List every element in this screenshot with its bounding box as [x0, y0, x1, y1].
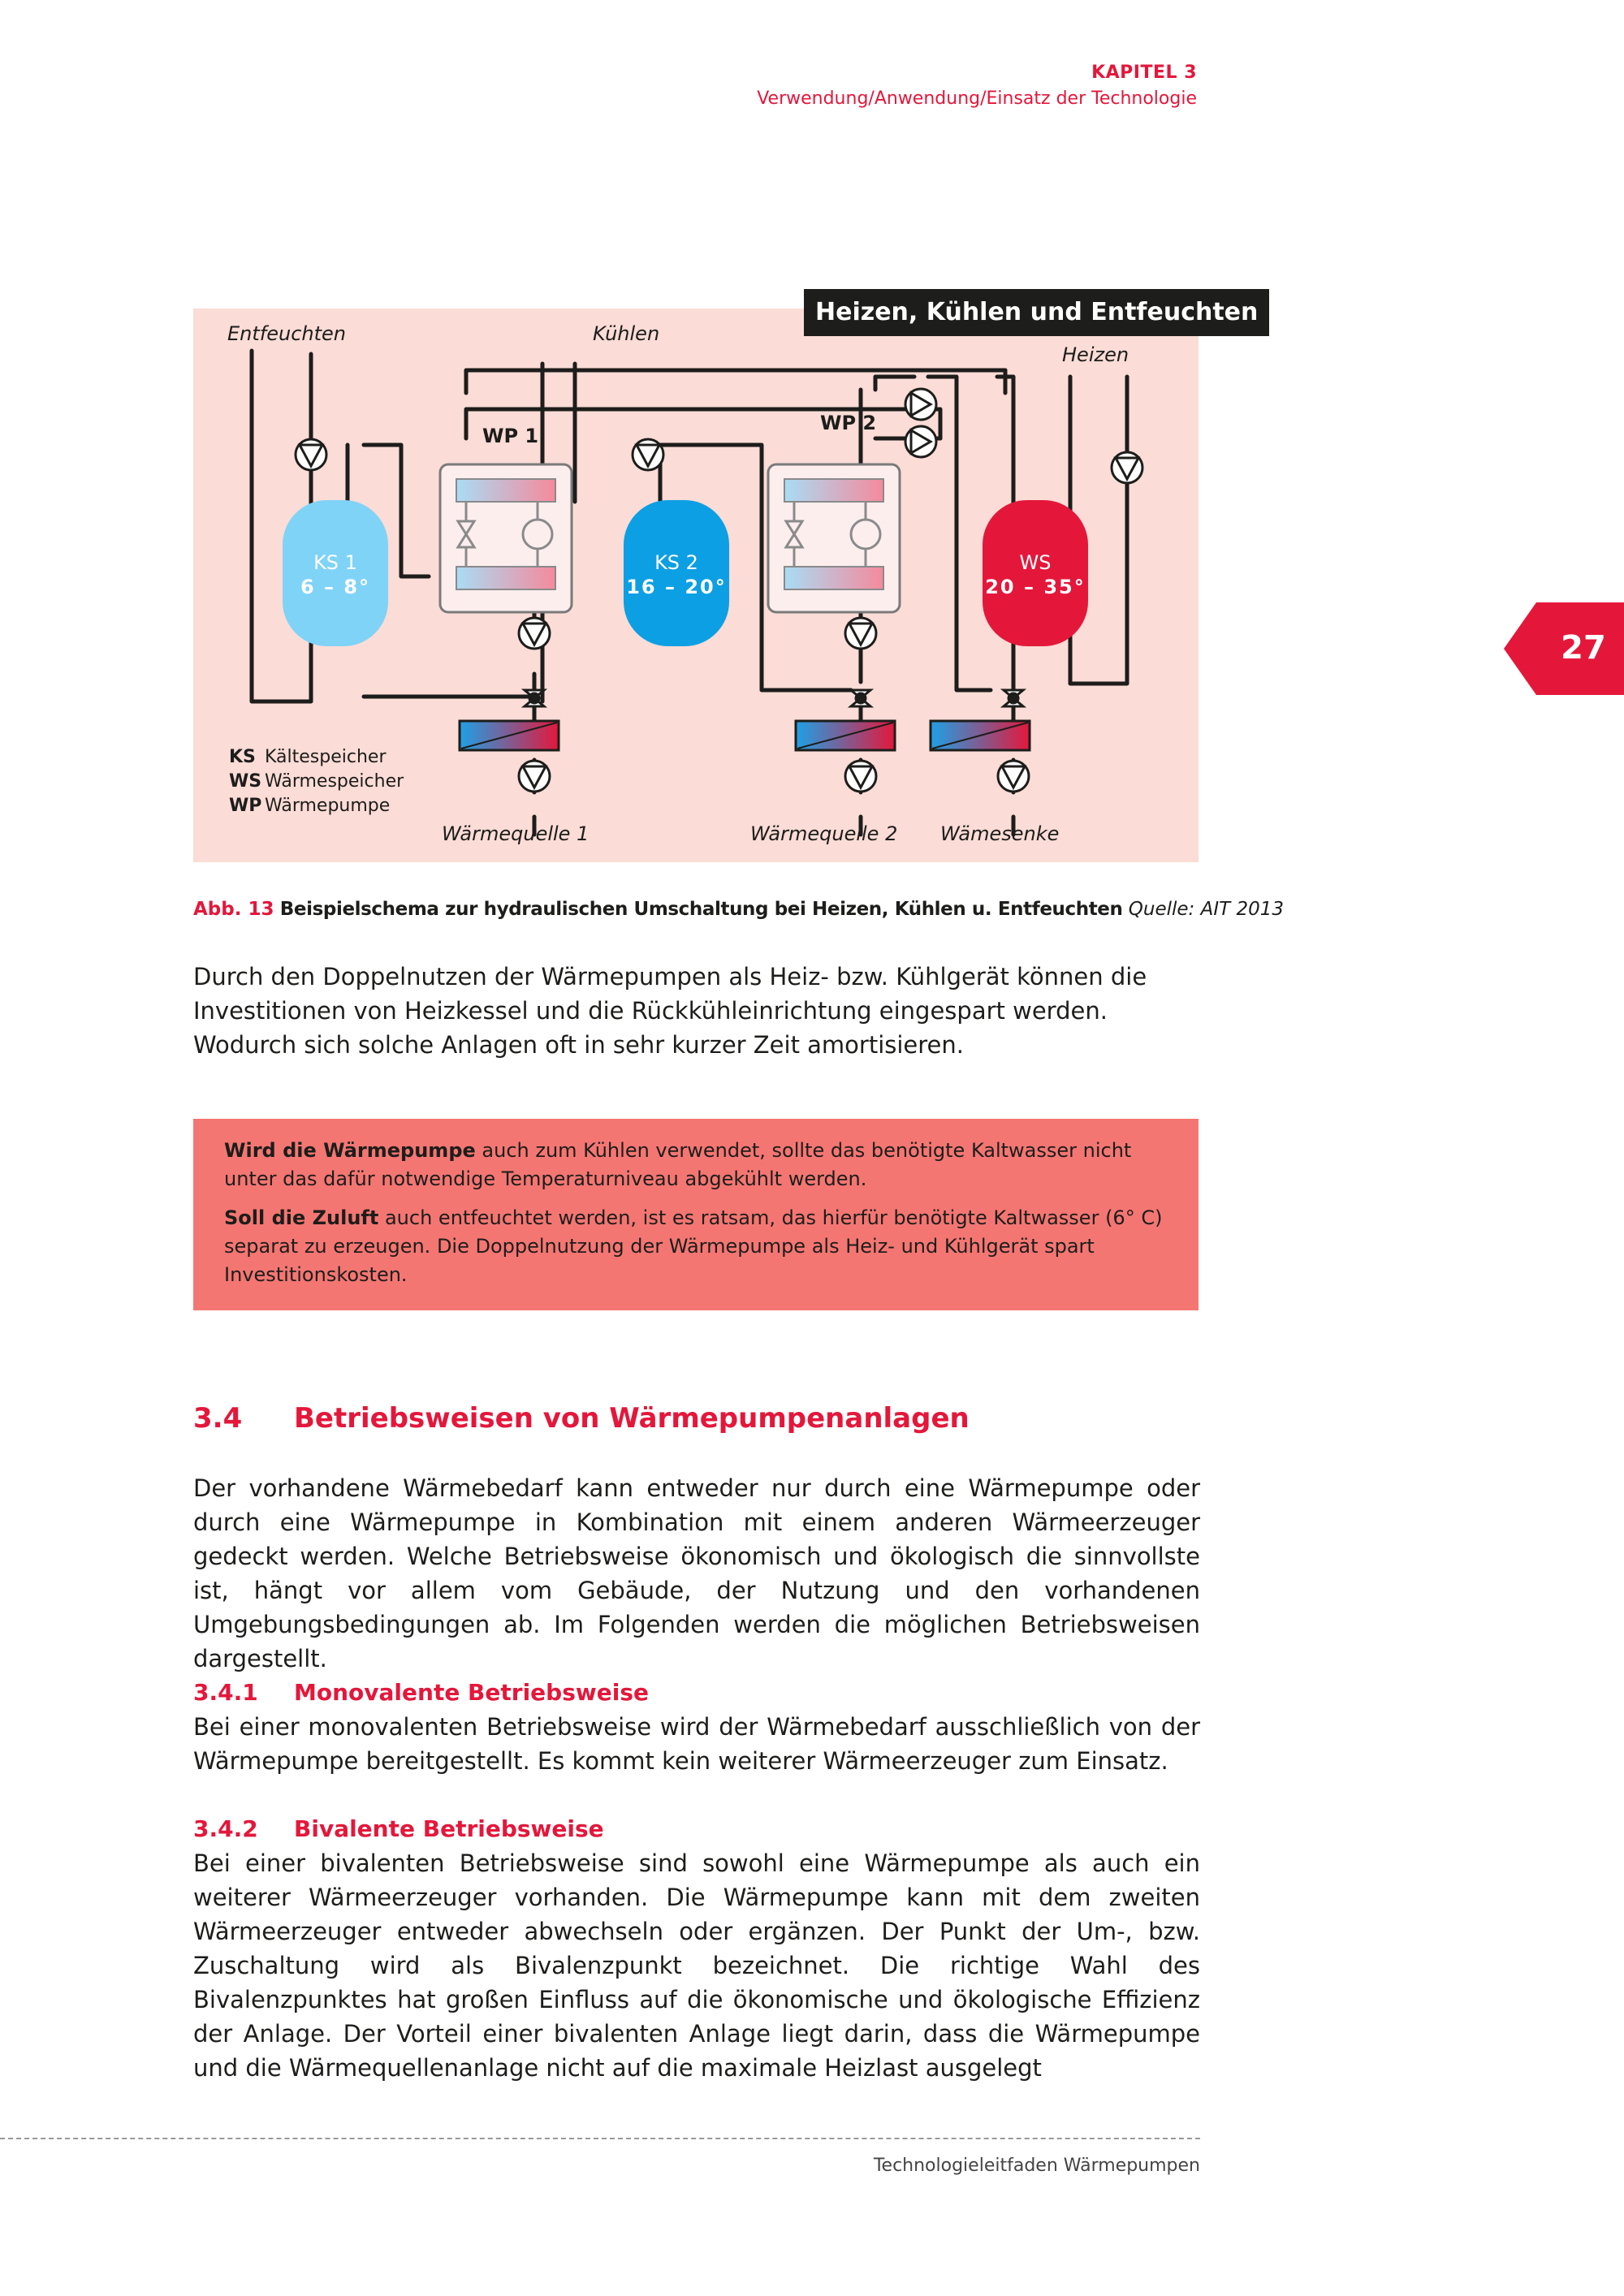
subsection-1-title: Monovalente Betriebsweise — [294, 1679, 649, 1706]
footer-title: Technologieleitfaden Wärmepumpen — [873, 2156, 1200, 2176]
tank-ks1-name: KS 1 — [313, 551, 357, 574]
page-number: 27 — [1561, 629, 1606, 667]
label-entfeuchten: Entfeuchten — [227, 322, 347, 345]
label-kuehlen: Kühlen — [593, 322, 660, 345]
legend-item — [229, 794, 404, 818]
tank-ws-temp: 20 – 35° — [985, 576, 1086, 598]
page-number-tab — [1504, 602, 1624, 695]
caption-source: Quelle: AIT 2013 — [1128, 899, 1285, 920]
subsection-1-number: 3.4.1 — [193, 1679, 258, 1706]
running-header — [757, 60, 1197, 112]
label-wp2: WP 2 — [820, 412, 877, 434]
legend-item — [229, 770, 404, 794]
note-2-bold: Soll die Zuluft — [224, 1206, 379, 1229]
tank-ks1-label — [283, 550, 388, 599]
wp2-unit — [768, 464, 900, 612]
figure-caption — [193, 896, 1285, 922]
note-box — [193, 1119, 1199, 1310]
note-paragraph-1 — [224, 1137, 1168, 1193]
tank-ks1-temp: 6 – 8° — [300, 576, 371, 598]
legend-text: Wärmespeicher — [265, 771, 404, 792]
note-1-bold: Wird die Wärmepumpe — [224, 1139, 476, 1162]
chapter-label: KAPITEL 3 — [1091, 63, 1197, 83]
chapter-subtitle: Verwendung/Anwendung/Einsatz der Technologie — [757, 88, 1197, 109]
figure-legend — [229, 745, 404, 818]
figure-title: Heizen, Kühlen und Entfeuchten — [804, 289, 1269, 336]
legend-abbr: WS — [229, 771, 262, 792]
subsection-heading-2 — [193, 1812, 604, 1846]
hydraulic-schematic-figure — [193, 298, 1259, 862]
note-paragraph-2 — [224, 1204, 1168, 1289]
label-heizen: Heizen — [1062, 343, 1129, 366]
subsection-heading-1 — [193, 1676, 649, 1710]
tank-ws-name: WS — [1019, 551, 1052, 574]
note-2-text: auch entfeuchtet werden, ist es ratsam, das hierfür benötigte Kaltwasser (6° C) separat zu erzeugen. Die Doppelnutzung der Wärmepumpe als Heiz- und Kühlgerät spart Investitionskosten. — [224, 1206, 1163, 1286]
three-way-valves — [525, 690, 1023, 706]
legend-abbr: KS — [229, 747, 256, 767]
legend-text: Wärmepumpe — [265, 796, 391, 816]
legend-text: Kältespeicher — [265, 747, 387, 767]
pipe-ws-wp2 — [928, 377, 991, 690]
note-1-text: auch zum Kühlen verwendet, sollte das benötigte Kaltwasser nicht unter das dafür notwendige Temperaturniveau abgekühlt werden. — [224, 1139, 1132, 1190]
subsection-2-paragraph: Bei einer bivalenten Betriebsweise sind sowohl eine Wärmepumpe als auch ein weiterer Wärmeerzeuger vorhanden. Die Wärmepumpe kann mit dem zweiten Wärmeerzeuger entweder abwechseln oder ergänzen. Der Punkt der Um-, bzw. Zuschaltung wird als Bivalenzpunkt bezeichnet. Die richtige Wahl des Bivalenzpunktes hat großen Einfluss auf die ökonomische und ökologische Effizienz der Anlage. Der Vorteil einer bivalenten Anlage liegt darin, dass die Wärmepumpe und die Wärmequellenanlage nicht auf die maximale Heizlast ausgelegt — [193, 1849, 1200, 2082]
section-title: Betriebsweisen von Wärmepumpenanlagen — [294, 1402, 970, 1435]
subsection-2-number: 3.4.2 — [193, 1815, 258, 1842]
tank-ks2-label — [624, 550, 729, 599]
tank-ks2-temp: 16 – 20° — [626, 576, 727, 598]
label-wp1: WP 1 — [482, 425, 539, 447]
section-heading — [193, 1400, 970, 1437]
wp1-unit — [440, 464, 572, 612]
caption-text: Beispielschema zur hydraulischen Umschaltung bei Heizen, Kühlen u. Entfeuchten — [279, 899, 1123, 920]
intro-paragraph: Durch den Doppelnutzen der Wärmepumpen als Heiz- bzw. Kühlgerät können die Investitionen von Heizkessel und die Rückkühleinrichtung eingespart werden. Wodurch sich solche Anlagen oft in sehr kurzer Zeit amortisieren. — [193, 963, 1147, 1059]
section-paragraph: Der vorhandene Wärmebedarf kann entweder nur durch eine Wärmepumpe oder durch eine Wärmepumpe in Kombination mit einem anderen Wärmeerzeuger gedeckt werden. Welche Betriebsweise ökonomisch und ökologisch die sinnvollste ist, hängt vor allem vom Gebäude, der Nutzung und den vorhandenen Umgebungsbedingungen ab. Im Folgenden werden die möglichen Betriebsweisen dargestellt. — [193, 1474, 1200, 1672]
footer-divider — [0, 2138, 1200, 2139]
section-number: 3.4 — [193, 1402, 243, 1435]
legend-item — [229, 745, 404, 770]
label-waermequelle-2: Wärmequelle 2 — [750, 822, 898, 845]
subsection-2-title: Bivalente Betriebsweise — [294, 1815, 604, 1842]
tank-ks2-name: KS 2 — [654, 551, 698, 574]
label-waermesenke: Wämesenke — [940, 822, 1060, 845]
tank-ws-label — [983, 550, 1088, 599]
legend-abbr: WP — [229, 796, 262, 816]
subsection-1-paragraph: Bei einer monovalenten Betriebsweise wird der Wärmebedarf ausschließlich von der Wärmepumpe bereitgestellt. Es kommt kein weiterer Wärmeerzeuger zum Einsatz. — [193, 1713, 1200, 1775]
caption-number: Abb. 13 — [193, 899, 274, 920]
label-waermequelle-1: Wärmequelle 1 — [442, 822, 590, 845]
